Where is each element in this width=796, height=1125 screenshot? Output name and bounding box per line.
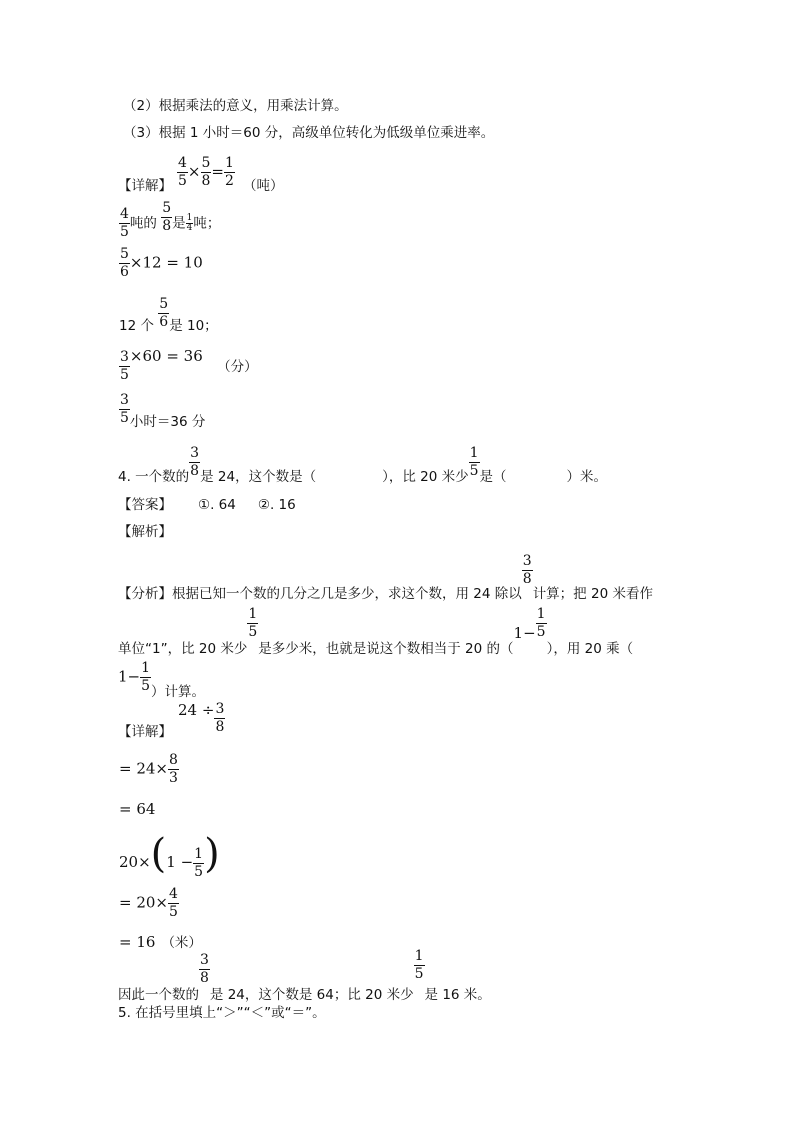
fenxi-line-1: 【分析】根据已知一个数的几分之几是多少，求这个数，用 24 除以 $\frac{3}{8}$ 计算；把 20 米看作 <box>118 553 653 602</box>
detail-step-3: = 64 <box>119 800 156 818</box>
detail-step-6: = 16 （米） <box>119 933 202 951</box>
question-4: 4. 一个数的 $\frac{3}{8}$ 是 24，这个数是（ ），比 20 米少 $\frac{1}{5}$ 是（ ）米。 <box>118 445 608 485</box>
answer-line: 【答案】 ①. 64 ②. 16 <box>118 497 296 513</box>
equation-3: $\frac{3}{5}$ ×60 = 36 （分） <box>120 346 258 383</box>
analysis-line-2: （2）根据乘法的意义，用乘法计算。 <box>123 98 348 114</box>
line-12: 12 个 $\frac{5}{6}$ 是 10； <box>119 296 218 334</box>
conclusion: 因此一个数的 $\frac{3}{8}$ 是 24，这个数是 64；比 20 米少 $\frac{1}{5}$ 是 16 米。 <box>118 948 491 1003</box>
ton-unit: （吨） <box>243 178 284 194</box>
jiexi-label: 【解析】 <box>118 524 172 540</box>
detail-step-5: = 20× $\frac{4}{5}$ <box>119 886 178 920</box>
equation-2: $\frac{5}{6}$ ×12 = 10 <box>120 246 203 280</box>
equation-1: $\frac{4}{5}$ × $\frac{5}{8}$ = $\frac{1}{2}$ <box>178 155 234 189</box>
detail-step-1: 24 ÷ $\frac{3}{8}$ <box>178 700 225 735</box>
line-hour: $\frac{3}{5}$ 小时＝36 分 <box>120 392 206 430</box>
fenxi-line-3: 1− $\frac{1}{5}$ ）计算。 <box>118 660 206 700</box>
question-5: 5. 在括号里填上“＞”“＜”或“＝”。 <box>118 1005 326 1021</box>
line-ton: $\frac{4}{5}$ 吨的 $\frac{5}{8}$ 是 $\frac{1}{4}$ 吨； <box>120 200 221 240</box>
detail-step-2: = 24× $\frac{8}{3}$ <box>119 752 178 786</box>
detail-step-4: 20×(1 − $\frac{1}{5}$ ) <box>119 831 220 880</box>
detail-label: 【详解】 <box>118 178 172 194</box>
detail-label-2: 【详解】 <box>118 724 172 740</box>
fenxi-line-2: 单位“1”，比 20 米少 $\frac{1}{5}$ 是多少米，也就是说这个数相当于 20 的（1− $\frac{1}{5}$ ），用 20 乘（ <box>118 606 634 657</box>
analysis-line-3: （3）根据 1 小时＝60 分，高级单位转化为低级单位乘进率。 <box>123 125 495 141</box>
